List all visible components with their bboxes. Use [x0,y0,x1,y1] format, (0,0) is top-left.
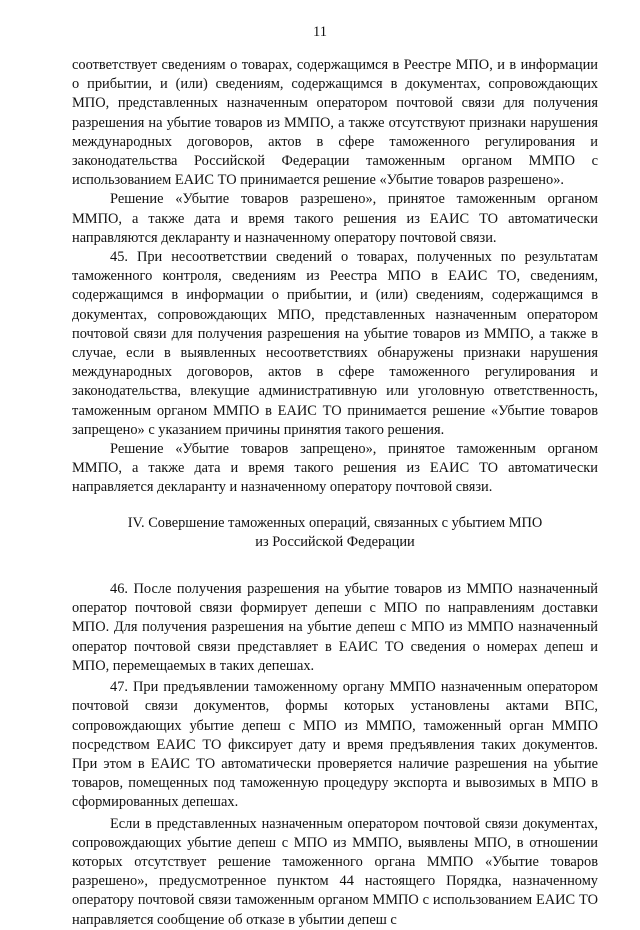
paragraph-decision-permitted: Решение «Убытие товаров разрешено», принятое таможенным органом ММПО, а также дата и время такого решения из ЕАИС ТО автоматически направляются декларанту и назначенному оператору почтовой связи. [72,191,598,246]
paragraph-47: 47. При предъявлении таможенному органу ММПО назначенным оператором почтовой связи документов, формы которых установлены актами ВПС, сопровождающих убытие депеш с МПО из ММПО, таможенный орган ММПО посредством ЕАИС ТО фиксирует дату и время предъявления таких документов. При этом в ЕАИС ТО автоматически проверяется наличие разрешения на убытие товаров, помещенных под таможенную процедуру экспорта и вывозимых в МПО в сформированных депешах. [72,679,598,811]
paragraph-decision-prohibited: Решение «Убытие товаров запрещено», принятое таможенным органом ММПО, а также дата и время такого решения из ЕАИС ТО автоматически направляется декларанту и назначенному оператору почтовой связи. [72,441,598,496]
section-heading-line-2: из Российской Федерации [255,533,415,550]
paragraph-if-missing-permission: Если в представленных назначенным оператором почтовой связи документах, сопровождающих убытие депеш с МПО из ММПО, выявлены МПО, в отношении которых отсутствует решение таможенного органа ММПО «Убытие товаров разрешено», предусмотренное пунктом 44 настоящего Порядка, назначенному оператору почтовой связи таможенным органом ММПО с использованием ЕАИС ТО направляется сообщение об отказе в убытии депеш с [72,815,598,928]
body-text [72,56,598,930]
paragraph-46: 46. После получения разрешения на убытие товаров из ММПО назначенный оператор почтовой связи формирует депеши с МПО по направлениям доставки МПО. Для получения разрешения на убытие депеш с МПО из ММПО назначенный оператор почтовой связи представляет в ЕАИС ТО сведения о номерах депеш и МПО, перемещаемых в таких депешах. [72,581,598,674]
section-heading [72,514,598,552]
paragraph-45: 45. При несоответствии сведений о товарах, полученных по результатам таможенного контроля, сведениям из Реестра МПО в ЕАИС ТО, сведениям, содержащимся в информации о прибытии, и (или) сведениям, содержащимся в документах, сопровождающих МПО, представленных назначенным оператором почтовой связи для получения разрешения на убытие товаров из ММПО, а также в случае, если в выявленных несоответствиях обнаружены признаки нарушения международных договоров, актов в сфере таможенного регулирования и законодательства, влекущие административную или уголовную ответственность, таможенным органом ММПО в ЕАИС ТО принимается решение «Убытие товаров запрещено» с указанием причины принятия такого решения. [72,249,598,438]
section-heading-line-1: IV. Совершение таможенных операций, связанных с убытием МПО [127,514,543,531]
page-number: 11 [313,24,327,40]
paragraph-continuation: соответствует сведениям о товарах, содержащимся в Реестре МПО, и в информации о прибытии, и (или) сведениям, содержащимся в документах, сопровождающих МПО, представленных назначенным оператором почтовой связи для получения разрешения на убытие товаров из ММПО, а также отсутствуют признаки нарушения международных договоров, актов в сфере таможенного регулирования и законодательства Российской Федерации таможенным органом ММПО с использованием ЕАИС ТО принимается решение «Убытие товаров разрешено». [72,57,598,189]
